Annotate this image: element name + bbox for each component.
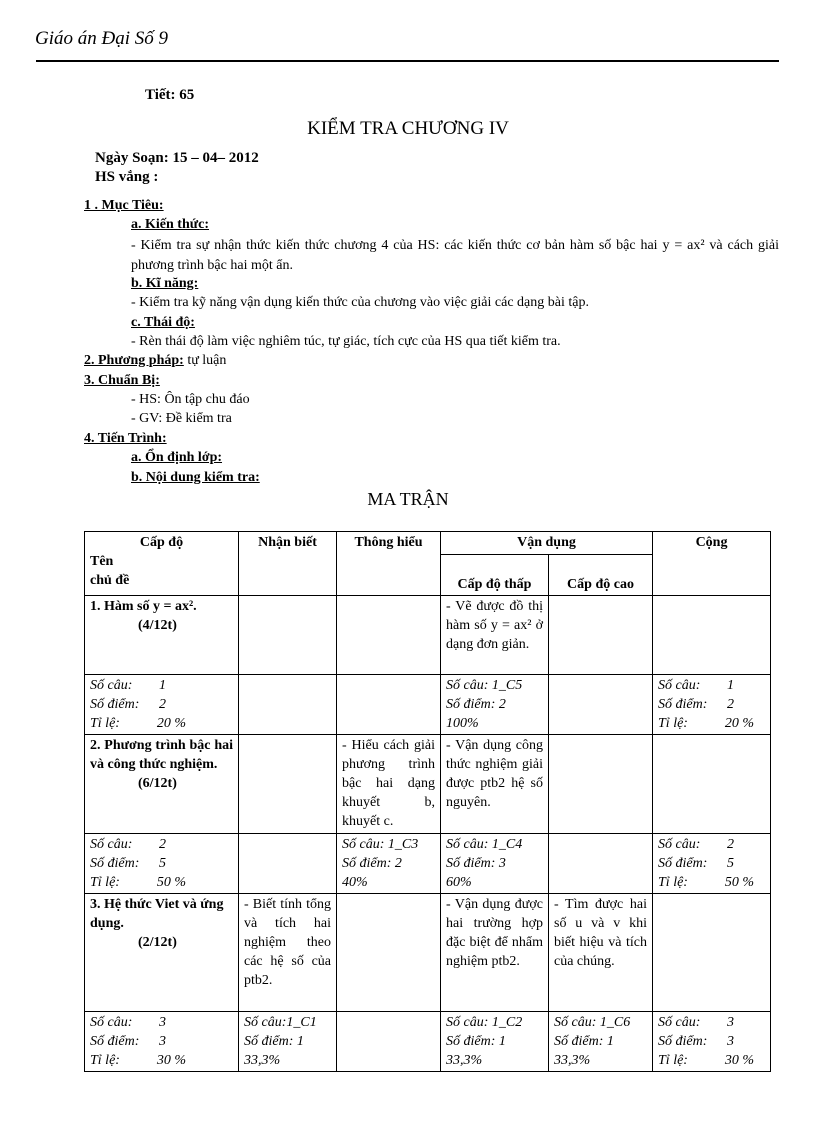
header-divider <box>36 60 779 62</box>
stats-high-cell: Số câu: 1_C6 Số điểm: 1 33,3% <box>549 1012 653 1072</box>
apply-low-cell: - Vận dụng công thức nghiệm giải được ptb2 hệ số nguyên. <box>441 735 549 834</box>
lesson-number: Tiết: 65 <box>145 87 195 103</box>
total-header: Cộng <box>653 532 771 596</box>
stats-low-cell: Số câu: 1_C2 Số điểm: 1 33,3% <box>441 1012 549 1072</box>
stats-topic-cell <box>85 834 239 894</box>
objectives-heading: 1 . Mục Tiêu: <box>84 198 164 213</box>
apply-high-cell <box>549 735 653 834</box>
recognize-cell <box>239 735 337 834</box>
stat-value: 3 <box>159 1034 166 1049</box>
skills-text: - Kiểm tra kỹ năng vận dụng kiến thức của chương vào việc giải các dạng bài tập. <box>131 295 589 310</box>
stat-value: 2 <box>159 837 166 852</box>
stat-value: 50 % <box>724 875 755 890</box>
stat-value: 3 <box>727 1034 735 1049</box>
stat-label: Số câu: <box>90 837 133 852</box>
stats-topic-cell <box>85 1012 239 1072</box>
stat-label: Số câu: <box>90 1015 133 1030</box>
stats-total-cell <box>653 675 771 735</box>
stats-recognize-cell <box>239 675 337 735</box>
stat-value: 20 % <box>724 716 755 731</box>
stat-value: 30 % <box>724 1053 755 1068</box>
recognize-header: Nhận biết <box>239 532 337 596</box>
absent-students: HS vắng : <box>95 169 159 185</box>
understand-cell: - Hiểu cách giải phương trình bậc hai dạng khuyết b, khuyết c. <box>337 735 441 834</box>
apply-low-header: Cấp độ thấp <box>441 555 549 596</box>
stat-label: Số điểm: <box>658 1034 708 1049</box>
stats-understand-cell <box>337 1012 441 1072</box>
recognize-cell: - Biết tính tổng và tích hai nghiệm theo các hệ số của ptb2. <box>239 894 337 1012</box>
stats-total-cell <box>653 1012 771 1072</box>
topic-weight: (4/12t) <box>138 618 177 633</box>
stat-label: Tỉ lệ: <box>658 1053 688 1068</box>
topic-weight: (2/12t) <box>138 935 177 950</box>
stabilize-heading: a. Ổn định lớp: <box>131 450 223 465</box>
stats-recognize-cell: Số câu:1_C1 Số điểm: 1 33,3% <box>239 1012 337 1072</box>
topic-cell <box>85 735 239 834</box>
topic-name: 3. Hệ thức Viet và ứng dụng. <box>90 897 224 931</box>
matrix-table <box>84 531 771 1072</box>
stats-high-cell <box>549 675 653 735</box>
stat-value: 5 <box>159 856 166 871</box>
stat-label: Tỉ lệ: <box>658 875 688 890</box>
stat-value: 1 <box>159 678 166 693</box>
skills-heading: b. Kĩ năng: <box>131 276 199 291</box>
stat-label: Số câu: <box>658 837 701 852</box>
stat-label: Số điểm: <box>90 856 140 871</box>
topic-cell <box>85 596 239 675</box>
stat-value: 30 % <box>156 1053 186 1068</box>
method-line <box>84 353 226 369</box>
stat-label: Số điểm: <box>658 856 708 871</box>
total-cell <box>653 596 771 675</box>
table-row <box>85 735 771 834</box>
stat-label: Số câu: <box>658 678 701 693</box>
recognize-cell <box>239 596 337 675</box>
stat-label: Tỉ lệ: <box>90 716 120 731</box>
topic-cell <box>85 894 239 1012</box>
stats-row <box>85 1012 771 1072</box>
understand-header: Thông hiểu <box>337 532 441 596</box>
prep-hs: - HS: Ôn tập chu đáo <box>131 392 250 407</box>
stat-label: Tỉ lệ: <box>658 716 688 731</box>
knowledge-text: - Kiểm tra sự nhận thức kiến thức chương 4 của HS: các kiến thức cơ bản hàm số bậc hai y = ax² và cách giải phương trình bậc hai một ẩn. <box>131 238 779 273</box>
stats-topic-cell <box>85 675 239 735</box>
stats-low-cell: Số câu: 1_C5 Số điểm: 2 100% <box>441 675 549 735</box>
method-text: tự luận <box>187 353 227 368</box>
stat-value: 2 <box>727 697 735 712</box>
stat-value: 3 <box>727 1015 735 1030</box>
stats-understand-cell <box>337 675 441 735</box>
stat-label: Số điểm: <box>658 697 708 712</box>
stat-value: 2 <box>727 837 735 852</box>
stat-value: 5 <box>727 856 735 871</box>
total-cell <box>653 735 771 834</box>
apply-low-cell: - Vận dụng được hai trường hợp đặc biệt để nhẩm nghiệm ptb2. <box>441 894 549 1012</box>
stat-label: Số câu: <box>90 678 133 693</box>
attitude-heading: c. Thái độ: <box>131 315 195 330</box>
stats-recognize-cell <box>239 834 337 894</box>
topic-name: 1. Hàm số y = ax². <box>90 599 197 614</box>
stats-row <box>85 834 771 894</box>
topic-name: 2. Phương trình bậc hai và công thức nghiệm. <box>90 738 233 772</box>
apply-low-cell: - Vẽ được đồ thị hàm số y = ax² ở dạng đơn giản. <box>441 596 549 675</box>
page-title: KIỂM TRA CHƯƠNG IV <box>307 118 509 139</box>
table-row <box>85 894 771 1012</box>
stat-label: Số câu: <box>658 1015 701 1030</box>
method-heading: 2. Phương pháp: <box>84 353 184 368</box>
stats-total-cell <box>653 834 771 894</box>
attitude-text: - Rèn thái độ làm việc nghiêm túc, tự giác, tích cực của HS qua tiết kiểm tra. <box>131 334 561 349</box>
prep-heading: 3. Chuẩn Bị: <box>84 373 160 388</box>
process-heading: 4. Tiến Trình: <box>84 431 167 446</box>
stats-row <box>85 675 771 735</box>
prep-gv: - GV: Đề kiểm tra <box>131 411 232 426</box>
stat-value: 20 % <box>156 716 186 731</box>
apply-header: Vận dụng <box>441 532 653 555</box>
topic-header: Tên chủ đề <box>90 554 130 588</box>
prep-date: Ngày Soạn: 15 – 04– 2012 <box>95 150 259 166</box>
content-heading: b. Nội dung kiểm tra: <box>131 470 260 485</box>
understand-cell <box>337 596 441 675</box>
table-row <box>85 596 771 675</box>
matrix-title: MA TRẬN <box>367 489 449 509</box>
header-row <box>85 532 771 555</box>
stat-value: 1 <box>727 678 735 693</box>
stat-label: Tỉ lệ: <box>90 1053 120 1068</box>
level-header: Cấp độ <box>139 535 184 550</box>
stat-value: 2 <box>159 697 166 712</box>
level-topic-cell <box>85 532 239 596</box>
apply-high-cell <box>549 596 653 675</box>
topic-weight: (6/12t) <box>138 776 177 791</box>
stat-label: Tỉ lệ: <box>90 875 120 890</box>
document-header: Giáo án Đại Số 9 <box>35 28 168 49</box>
stat-value: 3 <box>159 1015 166 1030</box>
understand-cell <box>337 894 441 1012</box>
stat-value: 50 % <box>156 875 186 890</box>
knowledge-heading: a. Kiến thức: <box>131 217 210 232</box>
stat-label: Số điểm: <box>90 697 140 712</box>
stats-understand-cell: Số câu: 1_C3 Số điểm: 2 40% <box>337 834 441 894</box>
stats-high-cell <box>549 834 653 894</box>
total-cell <box>653 894 771 1012</box>
stats-low-cell: Số câu: 1_C4 Số điểm: 3 60% <box>441 834 549 894</box>
apply-high-cell: - Tìm được hai số u và v khi biết hiệu và tích của chúng. <box>549 894 653 1012</box>
apply-high-header: Cấp độ cao <box>549 555 653 596</box>
stat-label: Số điểm: <box>90 1034 140 1049</box>
